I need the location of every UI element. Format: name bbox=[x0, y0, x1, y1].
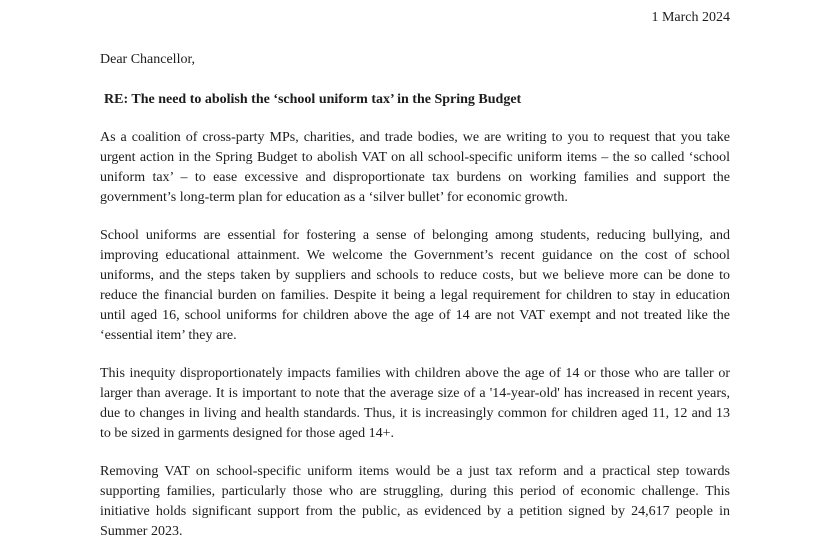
subject-line: RE: The need to abolish the ‘school uniform tax’ in the Spring Budget bbox=[104, 92, 522, 107]
letter-date: 1 March 2024 bbox=[651, 10, 730, 25]
salutation: Dear Chancellor, bbox=[100, 52, 196, 67]
body-paragraph-3: This inequity disproportionately impacts families with children above the age of 14 or those who are taller or larger than average. It is important to note that the average size of a '14-year-old' has increased in recent years, due to changes in living and health standards. Thus, it is increasingly common for children aged 11, 12 and 13 to be sized in garments designed for those aged 14+. bbox=[100, 366, 730, 441]
body-paragraph-4: Removing VAT on school-specific uniform items would be a just tax reform and a practical step towards supporting families, particularly those who are struggling, during this period of economic challenge. This initiative holds significant support from the public, as evidenced by a petition signed by 24,617 people in Summer 2023. bbox=[100, 464, 730, 539]
body-paragraph-2: School uniforms are essential for fostering a sense of belonging among students, reducing bullying, and improving educational attainment. We welcome the Government’s recent guidance on the cost of school uniforms, and the steps taken by suppliers and schools to reduce costs, but we believe more can be done to reduce the financial burden on families. Despite it being a legal requirement for children to stay in education until aged 16, school uniforms for children above the age of 14 are not VAT exempt and not treated like the ‘essential item’ they are. bbox=[100, 228, 730, 343]
body-paragraph-1: As a coalition of cross-party MPs, charities, and trade bodies, we are writing to you to request that you take urgent action in the Spring Budget to abolish VAT on all school-specific uniform items – the so called ‘school uniform tax’ – to ease excessive and disproportionate tax burdens on working families and support the government’s long-term plan for education as a ‘silver bullet’ for economic growth. bbox=[100, 130, 730, 205]
